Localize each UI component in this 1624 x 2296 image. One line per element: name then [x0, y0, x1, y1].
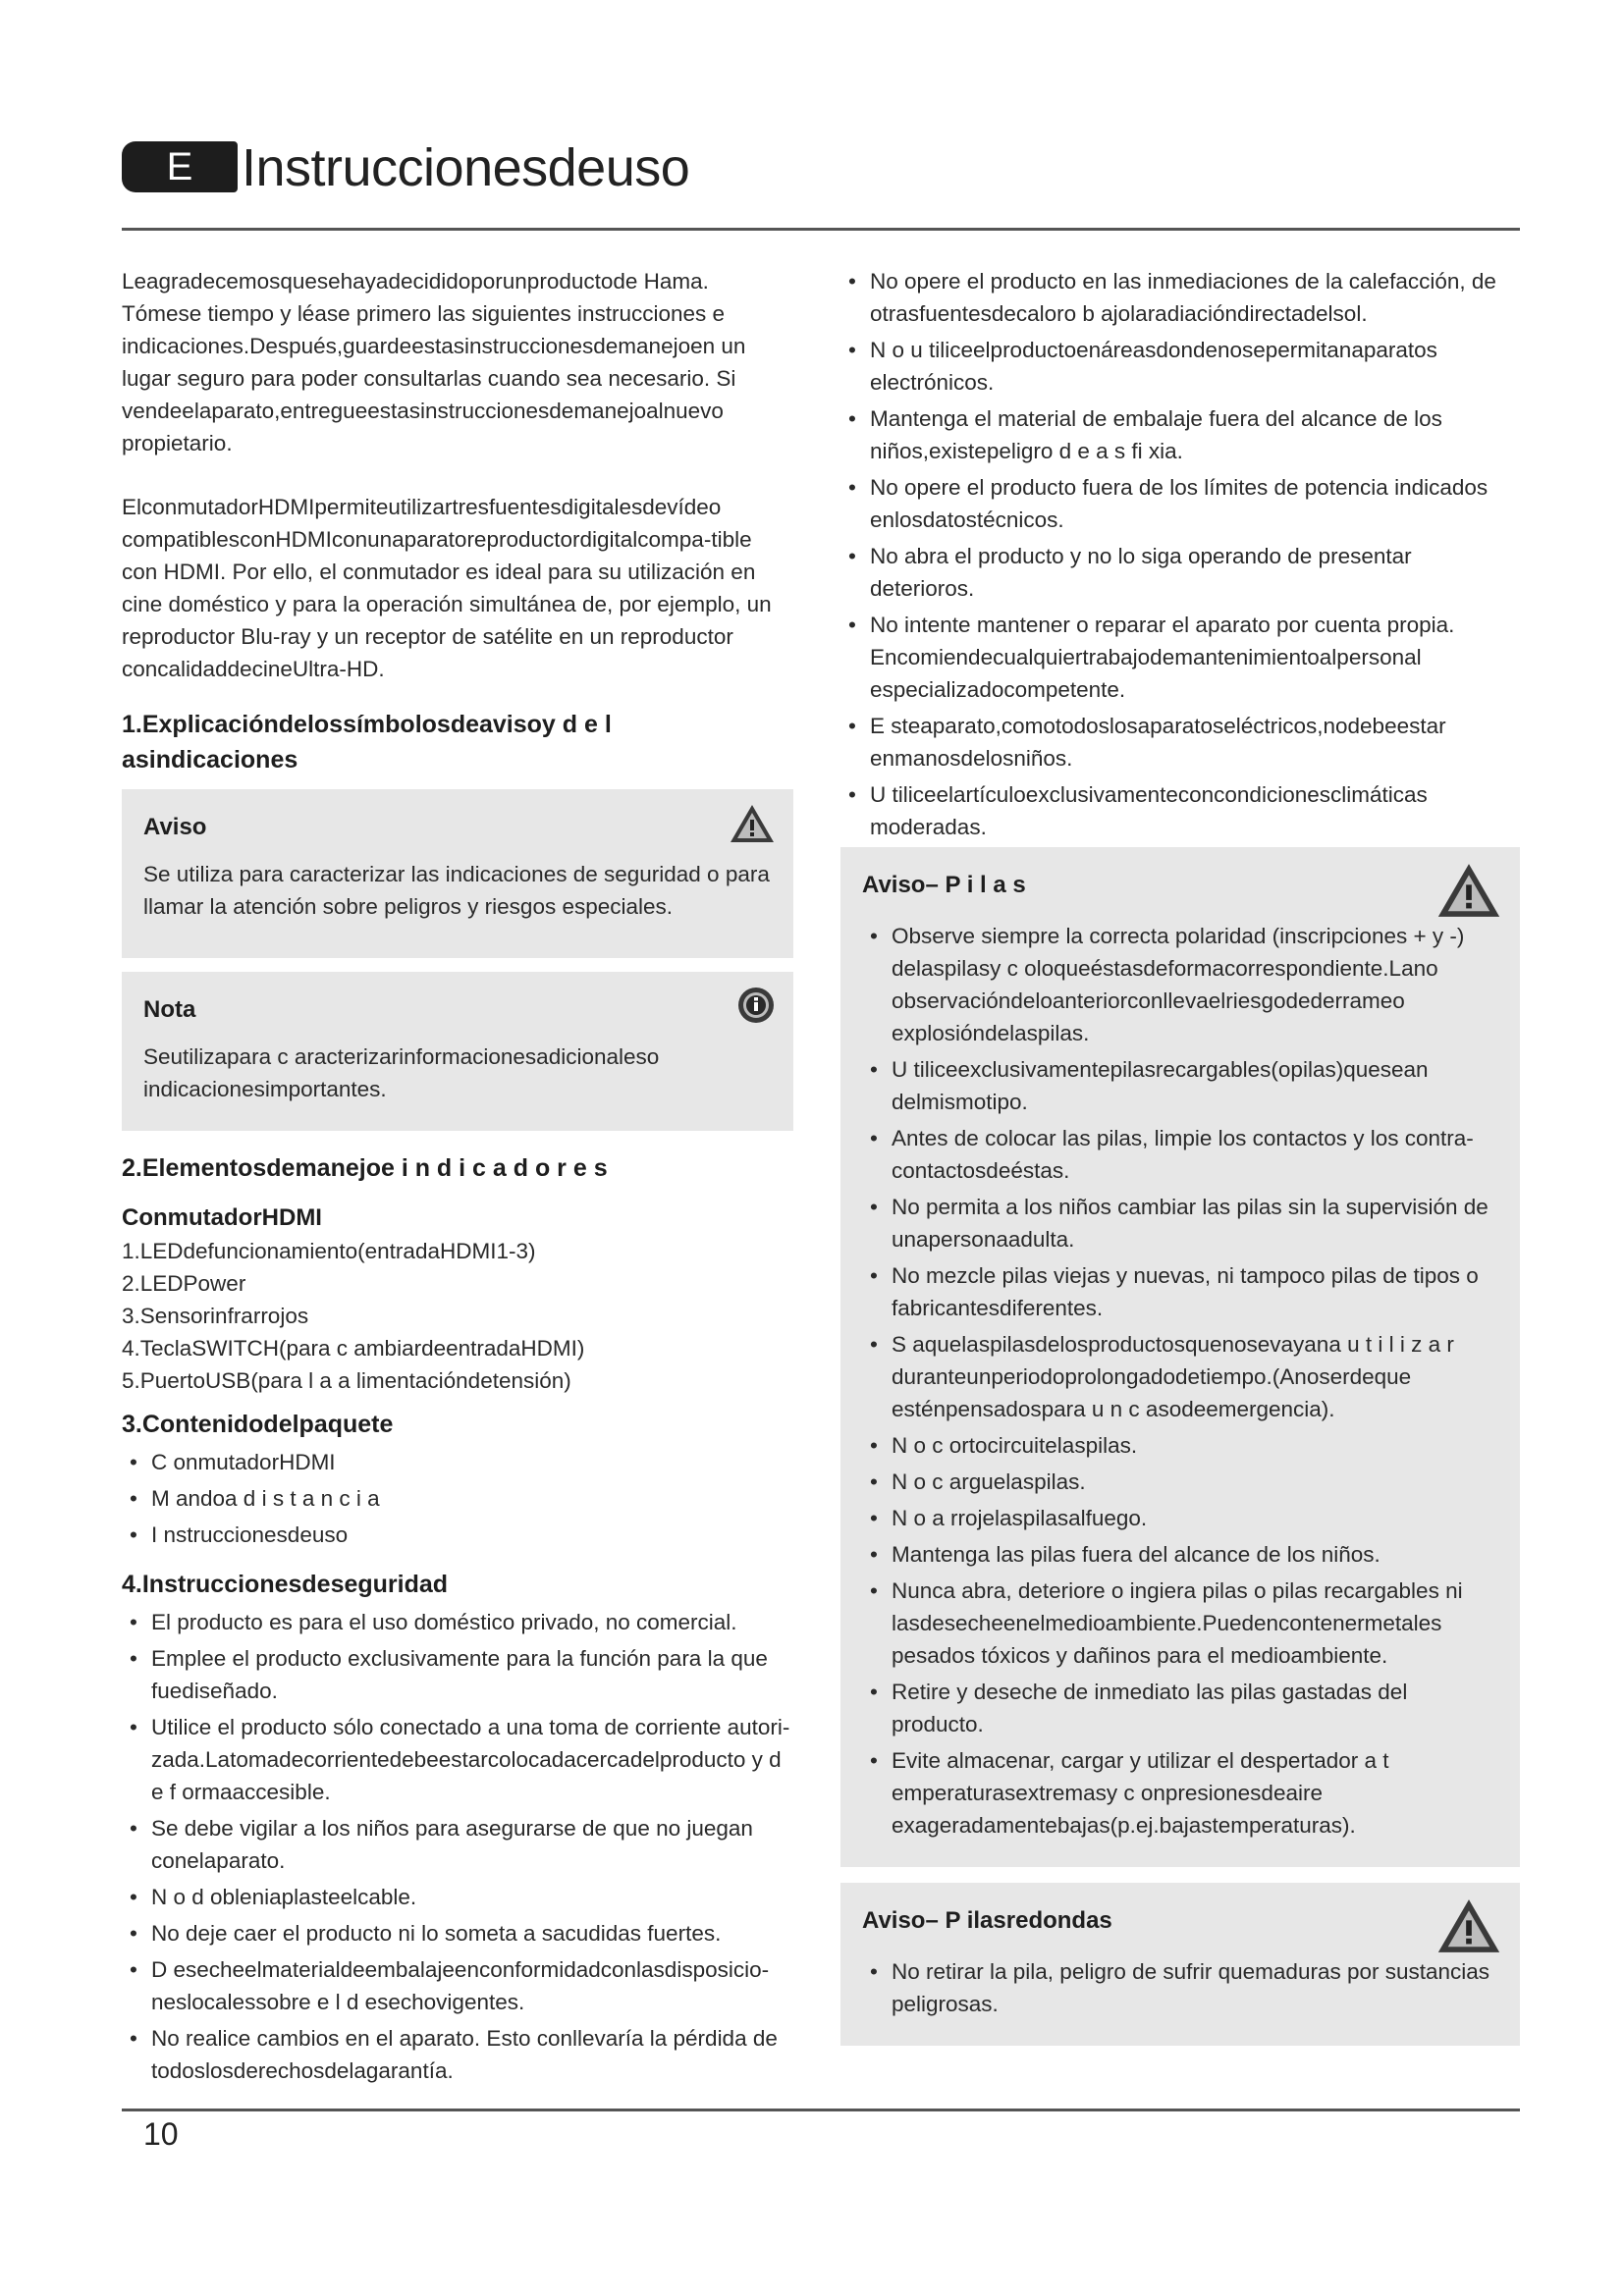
list-item: • Mantenga las pilas fuera del alcance de los niños. — [862, 1538, 1500, 1571]
list-item: • U tiliceexclusivamentepilasrecargables(opilas)quesean delmismotipo. — [862, 1053, 1500, 1118]
list-item: • No retirar la pila, peligro de sufrir quemaduras por sustancias peligrosas. — [862, 1955, 1500, 2020]
list-item: • Retire y deseche de inmediato las pilas gastadas del producto. — [862, 1676, 1500, 1740]
page-number: 10 — [143, 2116, 179, 2152]
list-item: • C onmutadorHDMI — [122, 1446, 793, 1478]
info-circle-icon — [736, 986, 776, 1030]
aviso-text: Se utiliza para caracterizar las indicaciones de seguridad o para llamar la atención sobre peligros y riesgos especiales. — [143, 862, 770, 919]
warning-triangle-icon — [729, 803, 776, 849]
list-item: • Nunca abra, deteriore o ingiera pilas o pilas recargables ni lasdesecheenelmedioambiente.Puedencontenermetales pesados tóxicos y dañinos para el medioambiente. — [862, 1575, 1500, 1672]
aviso-redondas-box — [840, 1883, 1520, 2046]
pilas-list — [862, 920, 1500, 1842]
element-item: 5.PuertoUSB(para l a a limentacióndetensión) — [122, 1368, 571, 1393]
safety-list-continued — [840, 265, 1520, 843]
list-item: • M andoa d i s t a n c i a — [122, 1482, 793, 1515]
list-item: • No deje caer el producto ni lo someta a sacudidas fuertes. — [122, 1917, 793, 1949]
warning-triangle-icon — [1435, 1896, 1502, 1960]
list-item: • D esecheelmaterialdeembalajeenconformidadconlasdisposicio-neslocalessobre e l d esechovigentes. — [122, 1953, 793, 2018]
list-item: • Observe siempre la correcta polaridad (inscripciones + y -) delaspilasy c oloqueéstasdeformacorrespondiente.Lano observacióndeloanteriorconllevaelriesgodederrameo explosióndelaspilas. — [862, 920, 1500, 1049]
aviso-box — [122, 789, 793, 958]
aviso-redondas-title: Aviso– P ilasredondas — [862, 1907, 1112, 1934]
list-item: • Evite almacenar, cargar y utilizar el despertador a t emperaturasextremasy c onpresionesdeaire exageradamentebajas(p.ej.bajastemperaturas). — [862, 1744, 1500, 1842]
left-column — [122, 265, 793, 2091]
nota-box — [122, 972, 793, 1131]
list-item: • No realice cambios en el aparato. Esto conllevaría la pérdida de todoslosderechosdelagarantía. — [122, 2022, 793, 2087]
section-2-title: 2.Elementosdemanejoe i n d i c a d o r e s — [122, 1154, 608, 1182]
package-list — [122, 1446, 793, 1551]
list-item: • N o c arguelaspilas. — [862, 1466, 1500, 1498]
element-item: 2.LEDPower — [122, 1271, 246, 1296]
list-item: • Utilice el producto sólo conectado a una toma de corriente autori-zada.Latomadecorrientedebeestarcolocadacercadelproducto y d e f ormaaccesible. — [122, 1711, 793, 1808]
list-item: • N o d obleniaplasteelcable. — [122, 1881, 793, 1913]
list-item: • No intente mantener o reparar el aparato por cuenta propia. Encomiendecualquiertrabajodemantenimientoalpersonal especializadocompetente. — [840, 609, 1520, 706]
list-item: • N o c ortocircuitelaspilas. — [862, 1429, 1500, 1462]
element-item: 1.LEDdefuncionamiento(entradaHDMI1-3) — [122, 1239, 536, 1263]
section-1-title: 1.Explicacióndelossímbolosdeavisoy d e l asindicaciones — [122, 711, 612, 774]
right-column — [840, 265, 1520, 2046]
list-item: • N o a rrojelaspilasalfuego. — [862, 1502, 1500, 1534]
list-item: • El producto es para el uso doméstico privado, no comercial. — [122, 1606, 793, 1638]
redondas-list — [862, 1955, 1500, 2020]
list-item: • No permita a los niños cambiar las pilas sin la supervisión de unapersonaadulta. — [862, 1191, 1500, 1255]
warning-triangle-icon — [1435, 861, 1502, 925]
nota-text: Seutilizapara c aracterizarinformacionesadicionaleso indicacionesimportantes. — [143, 1044, 660, 1101]
list-item: • N o u tiliceelproductoenáreasdondenosepermitanaparatos electrónicos. — [840, 334, 1520, 399]
aviso-title: Aviso — [143, 814, 207, 840]
section-2-subtitle: ConmutadorHDMI — [122, 1204, 322, 1231]
top-divider — [122, 228, 1520, 231]
aviso-pilas-title: Aviso– P i l a s — [862, 872, 1026, 898]
element-item: 3.Sensorinfrarrojos — [122, 1304, 309, 1328]
list-item: • S aquelaspilasdelosproductosquenosevayana u t i l i z a r duranteunperiodoprolongadodetiempo.(Anoserdeque esténpensadospara u n c asodeemergencia). — [862, 1328, 1500, 1425]
list-item: • E steaparato,comotodoslosaparatoseléctricos,nodebeestar enmanosdelosniños. — [840, 710, 1520, 774]
intro-paragraph-1: Leagradecemosquesehayadecididoporunproductode Hama. Tómese tiempo y léase primero las siguientes instrucciones e indicaciones.Después,guardeestasinstruccionesdemanejoen un lugar seguro para poder consultarlas cuando sea necesario. Si vendeelaparato,entregueestasinstruccionesdemanejoalnuevo propietario. — [122, 269, 746, 455]
page-title: Instruccionesdeuso — [242, 138, 690, 197]
bottom-divider — [122, 2109, 1520, 2111]
language-badge: E — [122, 141, 238, 192]
intro-paragraph-2: ElconmutadorHDMIpermiteutilizartresfuentesdigitalesdevídeo compatiblesconHDMIconunaparatoreproductordigitalcompa-tible con HDMI. Por ello, el conmutador es ideal para su utilización en cine doméstico y para la operación simultánea de, por ejemplo, un reproductor Blu-ray y un receptor de satélite en un reproductor concalidaddecineUltra-HD. — [122, 495, 772, 681]
list-item: • Antes de colocar las pilas, limpie los contactos y los contra-contactosdeéstas. — [862, 1122, 1500, 1187]
element-item: 4.TeclaSWITCH(para c ambiardeentradaHDMI) — [122, 1336, 585, 1361]
section-3-title: 3.Contenidodelpaquete — [122, 1411, 394, 1438]
list-item: • No abra el producto y no lo siga operando de presentar deterioros. — [840, 540, 1520, 605]
list-item: • Emplee el producto exclusivamente para la función para la que fuediseñado. — [122, 1642, 793, 1707]
aviso-pilas-box — [840, 847, 1520, 1867]
list-item: • Mantenga el material de embalaje fuera del alcance de los niños,existepeligro d e a s fi xia. — [840, 402, 1520, 467]
list-item: • No opere el producto en las inmediaciones de la calefacción, de otrasfuentesdecaloro b ajolaradiacióndirectadelsol. — [840, 265, 1520, 330]
list-item: • Se debe vigilar a los niños para asegurarse de que no juegan conelaparato. — [122, 1812, 793, 1877]
nota-title: Nota — [143, 996, 196, 1023]
section-4-title: 4.Instruccionesdeseguridad — [122, 1571, 449, 1598]
list-item: • No opere el producto fuera de los límites de potencia indicados enlosdatostécnicos. — [840, 471, 1520, 536]
list-item: • No mezcle pilas viejas y nuevas, ni tampoco pilas de tipos o fabricantesdiferentes. — [862, 1259, 1500, 1324]
safety-list — [122, 1606, 793, 2087]
list-item: • U tiliceelartículoexclusivamenteconcondicionesclimáticas moderadas. — [840, 778, 1520, 843]
list-item: • I nstruccionesdeuso — [122, 1519, 793, 1551]
